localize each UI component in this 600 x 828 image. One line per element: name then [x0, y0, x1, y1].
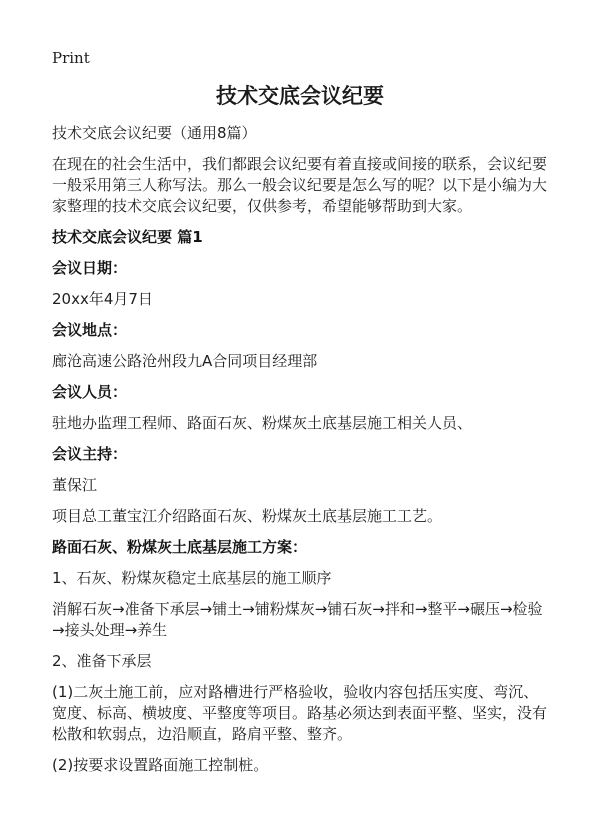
step2-item-1: (1)二灰土施工前，应对路槽进行严格验收，验收内容包括压实度、弯沉、宽度、标高、横坡度、平整度等项目。路基必须达到表面平整、坚实，没有松散和软弱点，边沿顺直，路肩平整、整齐。	[52, 683, 548, 743]
label-meeting-attendees: 会议人员：	[52, 383, 128, 401]
value-meeting-host: 董保江	[52, 476, 98, 494]
host-introduction-note: 项目总工董宝江介绍路面石灰、粉煤灰土底基层施工工艺。	[52, 507, 443, 525]
label-meeting-date: 会议日期：	[52, 259, 128, 277]
step2-title: 2、准备下承层	[52, 652, 152, 670]
label-meeting-place: 会议地点：	[52, 321, 128, 339]
document-subtitle: 技术交底会议纪要（通用8篇）	[52, 124, 257, 142]
label-meeting-host: 会议主持：	[52, 445, 128, 463]
value-meeting-date: 20xx年4月7日	[52, 290, 153, 308]
page-title: 技术交底会议纪要	[216, 84, 384, 108]
print-link[interactable]: Print	[52, 49, 90, 67]
value-meeting-attendees: 驻地办监理工程师、路面石灰、粉煤灰土底基层施工相关人员、	[52, 414, 473, 432]
intro-paragraph: 在现在的社会生活中，我们都跟会议纪要有着直接或间接的联系，会议纪要一般采用第三人称写法。那么一般会议纪要是怎么写的呢？以下是小编为大家整理的技术交底会议纪要，仅供参考，希望能够帮助到大家。	[52, 155, 548, 215]
section-title-pian1: 技术交底会议纪要 篇1	[52, 228, 203, 246]
process-flow-sequence: 消解石灰→准备下承层→铺土→铺粉煤灰→铺石灰→拌和→整平→碾压→检验→接头处理→养生	[52, 600, 543, 639]
construction-plan-heading: 路面石灰、粉煤灰土底基层施工方案：	[52, 538, 308, 556]
step1-title: 1、石灰、粉煤灰稳定土底基层的施工顺序	[52, 569, 332, 587]
step2-item-2: (2)按要求设置路面施工控制桩。	[52, 756, 269, 774]
value-meeting-place: 廊沧高速公路沧州段九A合同项目经理部	[52, 352, 318, 370]
